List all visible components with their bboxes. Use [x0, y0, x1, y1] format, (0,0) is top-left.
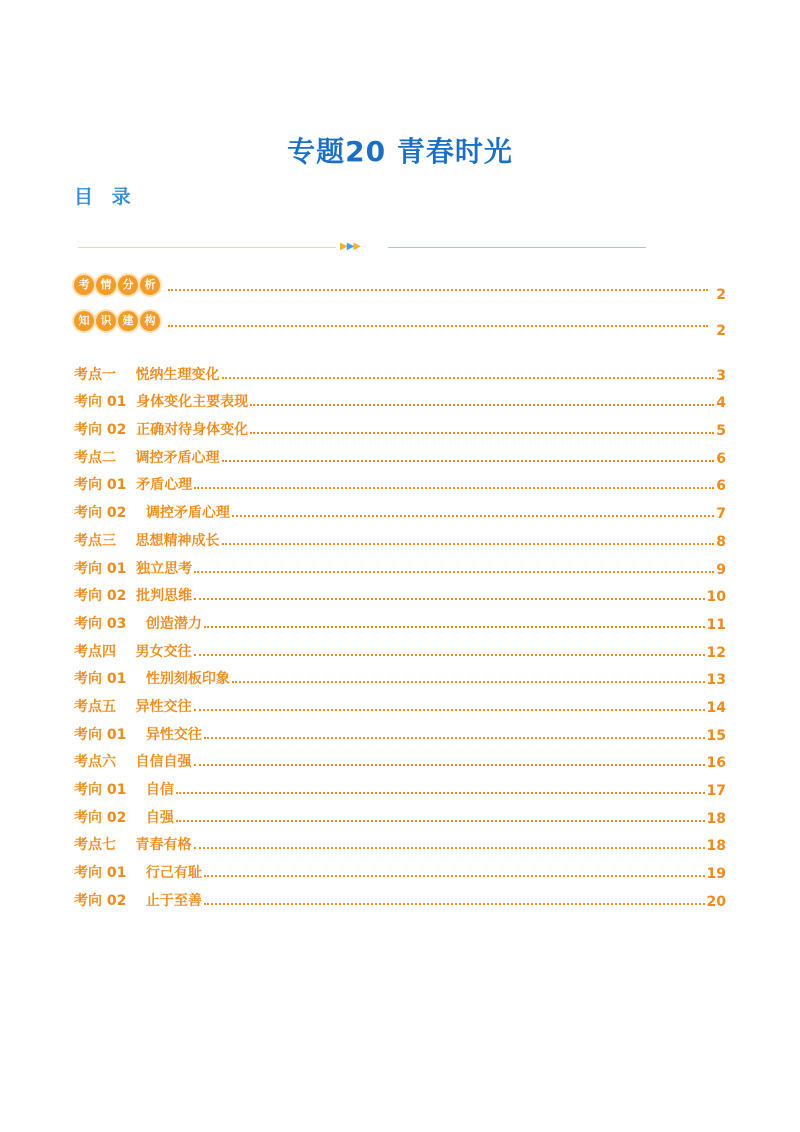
- toc-page-number: 15: [706, 727, 726, 744]
- toc-page-number: 9: [716, 561, 726, 578]
- toc-entry[interactable]: [74, 799, 726, 827]
- toc-page-number: 17: [706, 783, 726, 799]
- leader-dots: [222, 377, 715, 379]
- toc-entry-label: 考向 01 独立思考: [74, 560, 193, 577]
- toc-entry-label: 考向 01 矛盾心理: [74, 477, 193, 494]
- toc-entry[interactable]: [74, 882, 726, 910]
- leader-dots: [250, 432, 714, 434]
- toc-page-number: 6: [716, 450, 726, 467]
- exam-analysis-badge: [74, 275, 160, 295]
- toc-page-number: 5: [716, 423, 726, 440]
- toc-list: [74, 356, 726, 910]
- leader-dots: [204, 875, 705, 877]
- toc-entry-label: 考向 02 批判思维: [74, 588, 193, 605]
- badge-char: 考: [74, 275, 94, 295]
- toc-entry-label: 考向 01 异性交往: [74, 726, 202, 743]
- toc-page-number: 6: [716, 478, 726, 495]
- leader-dots: [194, 654, 705, 656]
- toc-entry[interactable]: [74, 467, 726, 495]
- toc-entry[interactable]: [74, 716, 726, 744]
- toc-entry[interactable]: [74, 854, 726, 882]
- toc-entry-label: 考向 01 行己有耻: [74, 865, 202, 882]
- toc-entry[interactable]: [74, 494, 726, 522]
- leader-dots: [250, 404, 714, 406]
- toc-page-number: 2: [716, 323, 726, 339]
- toc-page-number: 18: [706, 838, 726, 855]
- toc-entry[interactable]: [74, 578, 726, 606]
- toc-page-number: 10: [706, 589, 726, 606]
- divider-arrows-icon: ▶▶▶: [340, 241, 361, 252]
- toc-entry[interactable]: [74, 827, 726, 855]
- toc-page-number: 20: [706, 893, 726, 910]
- toc-entry-label: 考点二 调控矛盾心理: [74, 449, 220, 466]
- toc-entry[interactable]: [74, 439, 726, 467]
- toc-page-number: 19: [706, 866, 726, 883]
- toc-entry-label: 考向 02 调控矛盾心理: [74, 505, 230, 522]
- leader-dots: [204, 737, 705, 739]
- toc-entry-label: 考向 02 正确对待身体变化: [74, 422, 249, 439]
- toc-page-number: 12: [706, 644, 726, 661]
- leader-dots: [168, 289, 708, 291]
- badge-char: 析: [140, 275, 160, 295]
- toc-entry-exam-analysis[interactable]: [74, 275, 726, 311]
- toc-page-number: 7: [716, 506, 726, 523]
- toc-entry-label: 考点四 男女交往: [74, 643, 192, 660]
- leader-dots: [194, 487, 714, 489]
- toc-page-number: 4: [716, 395, 726, 412]
- badge-char: 构: [140, 311, 160, 331]
- leader-dots: [222, 543, 715, 545]
- toc-entry-knowledge-structure[interactable]: [74, 311, 726, 347]
- toc-entry[interactable]: [74, 550, 726, 578]
- toc-entry[interactable]: [74, 688, 726, 716]
- leader-dots: [232, 515, 714, 517]
- toc-entry-label: 考向 02 止于至善: [74, 892, 202, 909]
- toc-entry-label: 考向 01 性别刻板印象: [74, 671, 230, 688]
- badge-char: 识: [96, 311, 116, 331]
- leader-dots: [204, 626, 705, 628]
- leader-dots: [176, 820, 705, 822]
- toc-entry-label: 考向 03 创造潜力: [74, 615, 202, 632]
- toc-entry[interactable]: [74, 605, 726, 633]
- toc-page-number: 13: [706, 672, 726, 689]
- leader-dots: [194, 764, 705, 766]
- toc-entry[interactable]: [74, 744, 726, 772]
- toc-entry[interactable]: [74, 771, 726, 799]
- leader-dots: [194, 847, 705, 849]
- toc-page-number: 16: [706, 755, 726, 772]
- badge-char: 知: [74, 311, 94, 331]
- knowledge-structure-badge: [74, 311, 160, 331]
- toc-page-number: 3: [716, 367, 726, 384]
- leader-dots: [204, 903, 705, 905]
- toc-page-number: 2: [716, 287, 726, 303]
- page-title: 专题20 青春时光: [287, 135, 513, 168]
- toc-entry[interactable]: [74, 522, 726, 550]
- toc-entry[interactable]: [74, 633, 726, 661]
- toc-heading: 目 录: [74, 186, 137, 208]
- leader-dots: [194, 709, 705, 711]
- toc-page-number: 11: [706, 616, 726, 633]
- leader-dots: [232, 681, 705, 683]
- toc-page-number: 18: [706, 810, 726, 827]
- toc-entry-label: 考点五 异性交往: [74, 698, 192, 715]
- divider: [78, 240, 646, 254]
- toc-entry-label: 考点一 悦纳生理变化: [74, 366, 220, 383]
- toc-entry[interactable]: [74, 661, 726, 689]
- toc-entry-label: 考向 01 自信: [74, 782, 174, 798]
- toc-entry-label: 考点三 思想精神成长: [74, 532, 220, 549]
- toc-page-number: 14: [706, 699, 726, 716]
- badge-char: 建: [118, 311, 138, 331]
- divider-line-left: [78, 247, 336, 248]
- toc-page-number: 8: [716, 533, 726, 550]
- leader-dots: [176, 792, 705, 794]
- toc-entry-label: 考点七 青春有格: [74, 837, 192, 854]
- leader-dots: [194, 571, 714, 573]
- toc-entry-label: 考向 02 自强: [74, 809, 174, 826]
- toc-entry[interactable]: [74, 411, 726, 439]
- toc-entry-label: 考向 01 身体变化主要表现: [74, 394, 249, 411]
- badge-char: 分: [118, 275, 138, 295]
- leader-dots: [194, 598, 704, 600]
- leader-dots: [222, 460, 715, 462]
- toc-entry[interactable]: [74, 356, 726, 384]
- divider-line-right: [388, 247, 646, 248]
- toc-entry[interactable]: [74, 384, 726, 412]
- badge-char: 情: [96, 275, 116, 295]
- toc-entry-label: 考点六 自信自强: [74, 754, 192, 771]
- leader-dots: [168, 325, 708, 327]
